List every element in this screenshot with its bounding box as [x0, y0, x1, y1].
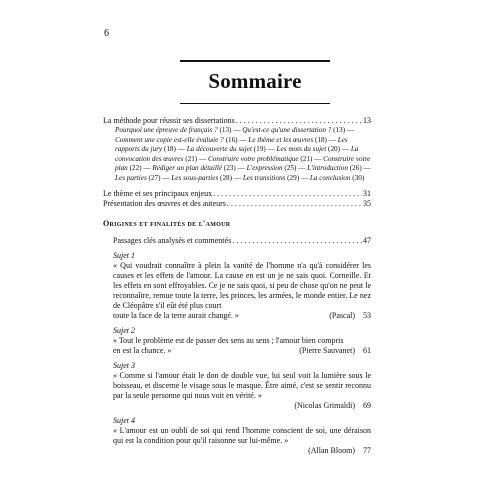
subject-label: Sujet 3: [113, 360, 135, 370]
subject-quote: « Tout le problème est de passer des sens au sens ; l'amour bien compris: [113, 335, 344, 345]
toc-page: 35: [363, 198, 371, 208]
toc-subitem-page: (25): [284, 164, 297, 173]
subject-attribution: [113, 311, 371, 321]
toc-subitem-page: (18): [163, 145, 176, 154]
title-rule-bottom: [180, 103, 330, 105]
subject-quote-end: toute la face de la terre aurait changé. »: [113, 310, 239, 320]
section-body: [113, 236, 371, 456]
subjects-list: [113, 251, 371, 456]
subject-entry: [113, 361, 371, 411]
toc-page: 31: [363, 188, 371, 198]
toc-entry-methode: [103, 116, 371, 126]
toc-subitem-page: (27): [148, 173, 161, 182]
subject-attribution: [113, 446, 371, 456]
methode-subitems: Pourquoi une épreuve de français ? (13) — Qu'est-ce qu'une dissertation ? (13) — Comment une copie est-elle évaluée ? (16) — Le thème et les œuvres (18) — Les rapports du jury (18) — La découverte du sujet (19) — Les mots du sujet (20) — La convocation des œuvres (21) — Construire votre problématique (21) — Construire votre plan (22) — Rédiger un plan détaillé (23) — L'expression (25) — L'introduction (26) — Les parties (27) — Les sous-parties (28) — Les transitions (29) — La conclusion (30): [115, 126, 371, 182]
subject-attribution: [113, 346, 371, 356]
toc-page: 47: [363, 235, 371, 245]
subject-page: 77: [363, 445, 371, 455]
subject-page: 53: [363, 310, 371, 320]
subject-quote: « Qui voudrait connaître à plein la vanité de l'homme n'a qu'à considérer les causes et les effets de l'amour. La cause en est un je ne sais quoi. Corneille. Et les effets en sont effroyables. Ce je ne sais quoi, si peu de chose qu'on ne peut le reconnaître, remue toute la terre, les princes, les armées, le monde entier. Le nez de Cléopâtre s'il eût été plus court: [113, 260, 371, 310]
toc-label: La méthode pour réussir ses dissertations: [103, 116, 235, 125]
toc-subitem-title: Les sous-parties: [171, 173, 219, 182]
toc-subitem-title: Construire votre problématique: [207, 154, 299, 163]
toc-subitem-title: Qu'est-ce qu'une dissertation ?: [242, 126, 332, 134]
title-rule-top: [180, 60, 330, 62]
toc-subitem-page: (21): [300, 154, 313, 163]
subject-attribution: [113, 401, 371, 411]
toc-leader: [213, 189, 362, 199]
toc-subitem-title: Pourquoi une épreuve de français ?: [115, 126, 218, 134]
toc-subitem-title: Les rapports du jury: [115, 135, 348, 154]
toc-subitem-page: (29): [287, 173, 300, 182]
subject-author: (Allan Bloom): [308, 445, 355, 455]
toc-subitem-title: La découverte du sujet: [186, 145, 252, 154]
toc-subitem-title: Les mots du sujet: [276, 145, 327, 154]
toc-subitem-page: (28): [220, 173, 233, 182]
toc-label: Présentation des œuvres et des auteurs: [103, 198, 226, 208]
toc-page: 13: [363, 116, 371, 125]
subject-entry: [113, 251, 371, 321]
toc-subitem-title: L'introduction: [307, 164, 348, 173]
toc-subitem-page: (30): [352, 173, 365, 182]
toc-subitem-page: (16): [225, 135, 238, 144]
toc-subitem-page: (20): [328, 145, 341, 154]
subject-quote: « Comme si l'amour était le don de double vue, lui seul voit la lumière sous le boisseau, et discerne le visage sous le masque. Être aimé, c'est se sentir reconnu par la seule personne qui nous voit en vérité. »: [113, 370, 371, 400]
toc-entry-presentation: [103, 199, 371, 209]
page-title: Sommaire: [208, 68, 302, 93]
toc-leader: [227, 199, 362, 209]
toc-subitem-title: Les parties: [115, 173, 147, 182]
toc-entry-passages: [113, 236, 371, 246]
toc-label: Le thème et ses principaux enjeux: [103, 188, 213, 198]
subject-page: 61: [363, 345, 371, 355]
toc-subitem-title: Le thème et les œuvres: [248, 135, 314, 144]
subject-label: Sujet 1: [113, 250, 135, 260]
toc-entry-theme: [103, 189, 371, 199]
subject-author: (Pascal): [329, 310, 355, 320]
toc-subitem-page: (19): [253, 145, 266, 154]
subject-label: Sujet 2: [113, 325, 135, 335]
toc-subitem-title: Comment une copie est-elle évaluée ?: [115, 135, 224, 144]
section-heading: Origines et finalités de l'amour: [103, 218, 231, 228]
toc-label: Passages clés analysés et commentés: [113, 235, 232, 245]
toc-subitem-page: (26): [349, 164, 362, 173]
toc-subitem-page: (13): [333, 126, 346, 134]
title-block: [180, 60, 330, 104]
subject-quote: « L'amour est un oubli de soi qui rend l'homme conscient de soi, une déraison qui est la condition pour qu'il raisonne sur lui-même. »: [113, 425, 371, 445]
toc-subitem-page: (13): [219, 126, 232, 134]
toc-subitem-title: L'expression: [246, 164, 283, 173]
toc-leader: [236, 116, 362, 126]
subject-entry: [113, 416, 371, 456]
toc-subitem-title: Les transitions: [242, 173, 286, 182]
toc-subitem-title: La convocation des œuvres: [115, 145, 359, 163]
page-number: 6: [104, 28, 109, 39]
table-of-contents: [103, 116, 371, 456]
toc-subitem-page: (18): [314, 135, 327, 144]
toc-subitem-title: La conclusion: [309, 173, 351, 182]
subject-author: (Nicolas Grimaldi): [294, 400, 355, 410]
toc-subitem-page: (23): [223, 164, 236, 173]
toc-subitem-page: (21): [185, 154, 198, 163]
toc-subitem-page: (22): [129, 164, 142, 173]
toc-subitem-title: Rédiger un plan détaillé: [152, 164, 223, 173]
subject-entry: [113, 326, 371, 356]
toc-leader: [232, 236, 362, 246]
toc-subitem-title: Construire votre plan: [115, 154, 371, 173]
subject-author: (Pierre Sauvanet): [299, 345, 355, 355]
subject-page: 69: [363, 400, 371, 410]
subject-label: Sujet 4: [113, 415, 135, 425]
subject-quote-end: en est la chance. »: [113, 345, 172, 355]
